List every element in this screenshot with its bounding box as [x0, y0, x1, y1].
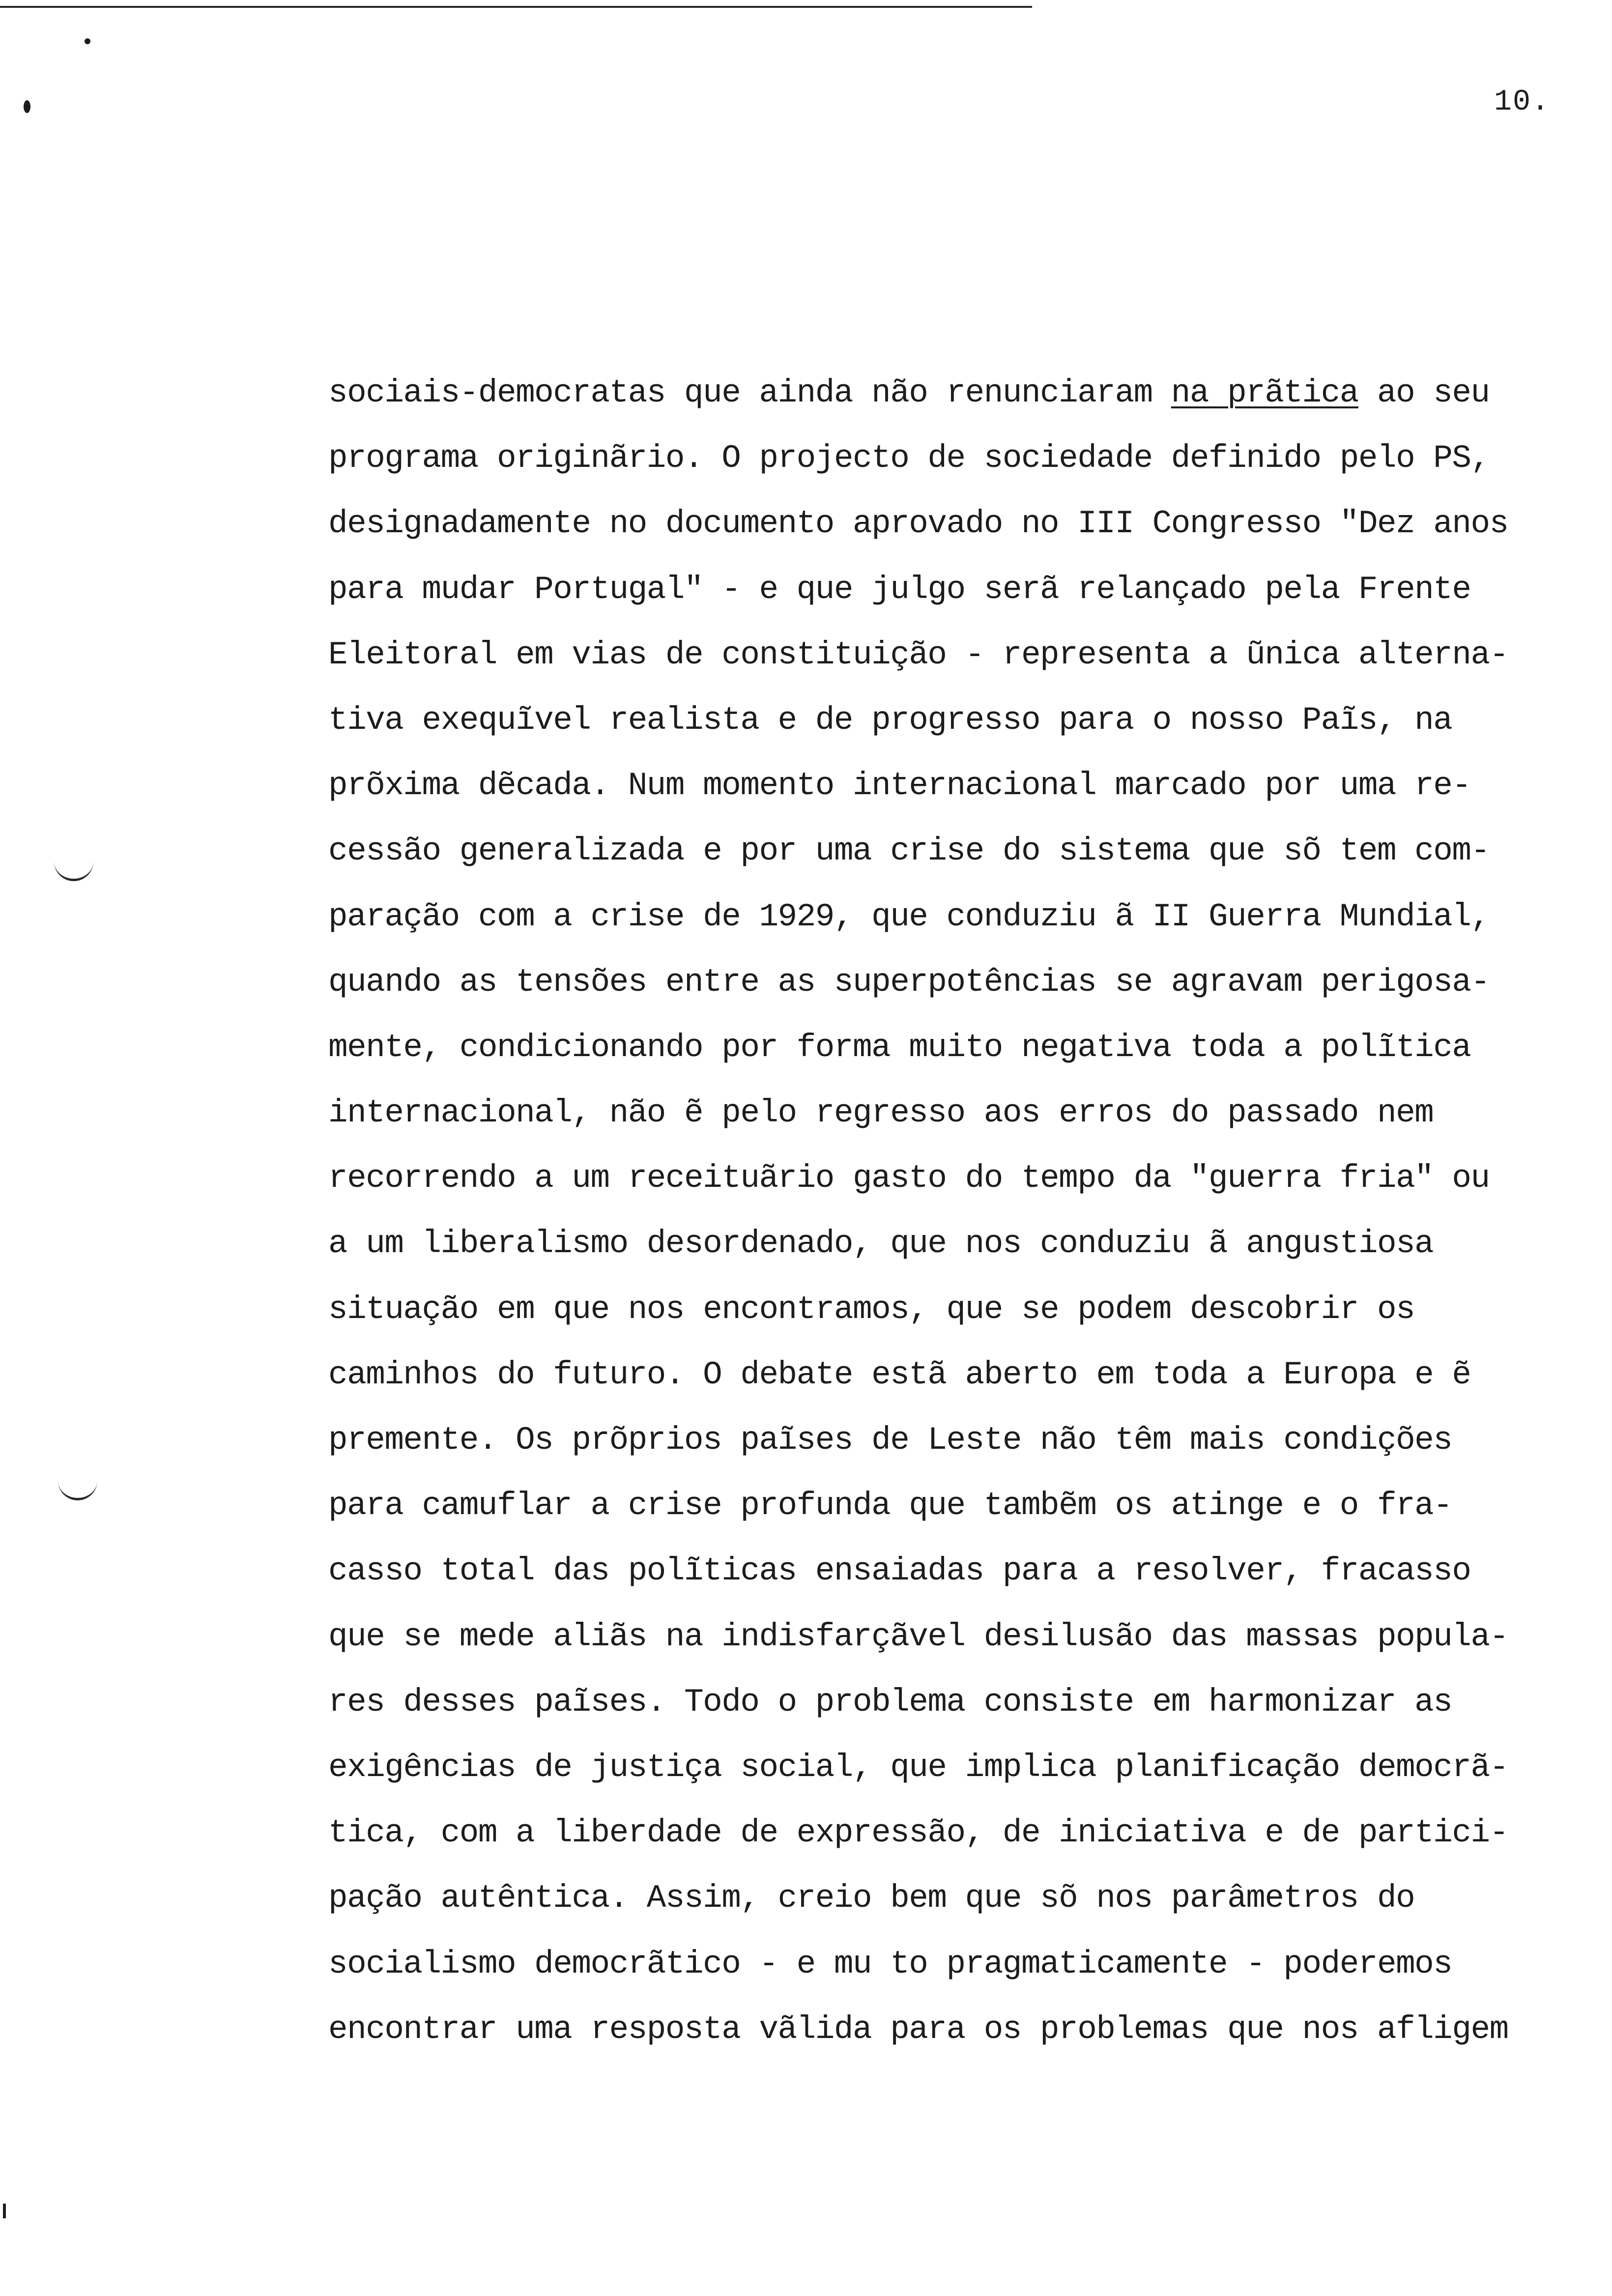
text-line-segment: mente, condicionando por forma muito negativa toda a polĩtica: [328, 1029, 1471, 1066]
text-line-segment: caminhos do futuro. O debate estã aberto em toda a Europa e ẽ: [328, 1356, 1471, 1393]
text-line-segment: prõxima dẽcada. Num momento internacional marcado por uma re-: [328, 767, 1471, 804]
text-line: [328, 2010, 1586, 2075]
text-line-segment: ao seu: [1358, 374, 1490, 411]
text-line: [328, 1355, 1586, 1421]
text-line-segment: quando as tensões entre as superpotências se agravam perigosa-: [328, 963, 1490, 1001]
text-line-segment: paração com a crise de 1929, que conduziu ã II Guerra Mundial,: [328, 898, 1490, 935]
margin-arc-mark: [58, 1478, 97, 1500]
margin-arc-mark: [54, 859, 93, 881]
text-line-segment: res desses paĩses. Todo o problema consiste em harmonizar as: [328, 1683, 1452, 1721]
underlined-phrase: na prãtica: [1171, 374, 1358, 411]
page-number: 10.: [1494, 86, 1551, 119]
text-line-segment: a um liberalismo desordenado, que nos conduziu ã angustiosa: [328, 1225, 1434, 1263]
text-line-segment: situação em que nos encontramos, que se podem descobrir os: [328, 1291, 1415, 1328]
text-line: [328, 1486, 1586, 1551]
text-line-segment: recorrendo a um receituãrio gasto do tempo da "guerra fria" ou: [328, 1160, 1490, 1197]
text-line-segment: sociais-democratas que ainda não renunciaram: [328, 374, 1171, 411]
text-line-segment: tica, com a liberdade de expressão, de iniciativa e de partici-: [328, 1814, 1508, 1852]
text-line-segment: cessão generalizada e por uma crise do sistema que sõ tem com-: [328, 832, 1490, 870]
text-line-segment: premente. Os prõprios paĩses de Leste não têm mais condições: [328, 1422, 1452, 1459]
text-line: [328, 1421, 1586, 1486]
text-line: [328, 766, 1586, 832]
text-line: [328, 1945, 1586, 2010]
text-line: [328, 1028, 1586, 1093]
text-line: [328, 504, 1586, 570]
text-line: [328, 570, 1586, 635]
text-line-segment: internacional, não ẽ pelo regresso aos erros do passado nem: [328, 1094, 1434, 1132]
text-line: [328, 373, 1586, 439]
text-line-segment: programa originãrio. O projecto de sociedade definido pelo PS,: [328, 440, 1490, 477]
text-line-segment: que se mede aliãs na indisfarçãvel desilusão das massas popula-: [328, 1618, 1508, 1655]
text-line: [328, 701, 1586, 766]
text-line-segment: pação autêntica. Assim, creio bem que sõ nos parâmetros do: [328, 1880, 1415, 1917]
text-line: [328, 963, 1586, 1028]
text-line: [328, 1093, 1586, 1159]
text-line-segment: designadamente no documento aprovado no III Congresso "Dez anos: [328, 505, 1508, 543]
text-line: [328, 1159, 1586, 1224]
text-line-segment: socialismo democrãtico - e mu to pragmaticamente - poderemos: [328, 1945, 1452, 1982]
text-line: [328, 1813, 1586, 1879]
top-rule-line: [0, 6, 1032, 8]
text-line: [328, 1224, 1586, 1290]
text-line-segment: para mudar Portugal" - e que julgo serã relançado pela Frente: [328, 571, 1471, 608]
text-line: [328, 439, 1586, 504]
text-line-segment: Eleitoral em vias de constituição - representa a ũnica alterna-: [328, 636, 1508, 673]
text-line: [328, 1879, 1586, 1944]
text-line: [328, 1683, 1586, 1748]
margin-speck: [85, 38, 90, 44]
margin-speck: [24, 100, 30, 113]
body-paragraph: [328, 373, 1586, 2075]
text-line-segment: encontrar uma resposta vãlida para os problemas que nos afligem: [328, 2010, 1508, 2048]
text-line: [328, 1551, 1586, 1617]
text-line: [328, 1748, 1586, 1813]
text-line-segment: para camuflar a crise profunda que tambẽm os atinge e o fra-: [328, 1487, 1452, 1524]
text-line: [328, 1290, 1586, 1355]
text-line: [328, 897, 1586, 963]
text-line-segment: exigências de justiça social, que implica planificação democrã-: [328, 1749, 1508, 1786]
margin-speck: [3, 2204, 6, 2218]
text-line-segment: casso total das polĩticas ensaiadas para a resolver, fracasso: [328, 1552, 1471, 1590]
text-line: [328, 635, 1586, 701]
text-line-segment: tiva exequĩvel realista e de progresso para o nosso Paĩs, na: [328, 701, 1452, 739]
text-line: [328, 1617, 1586, 1683]
text-line: [328, 832, 1586, 897]
